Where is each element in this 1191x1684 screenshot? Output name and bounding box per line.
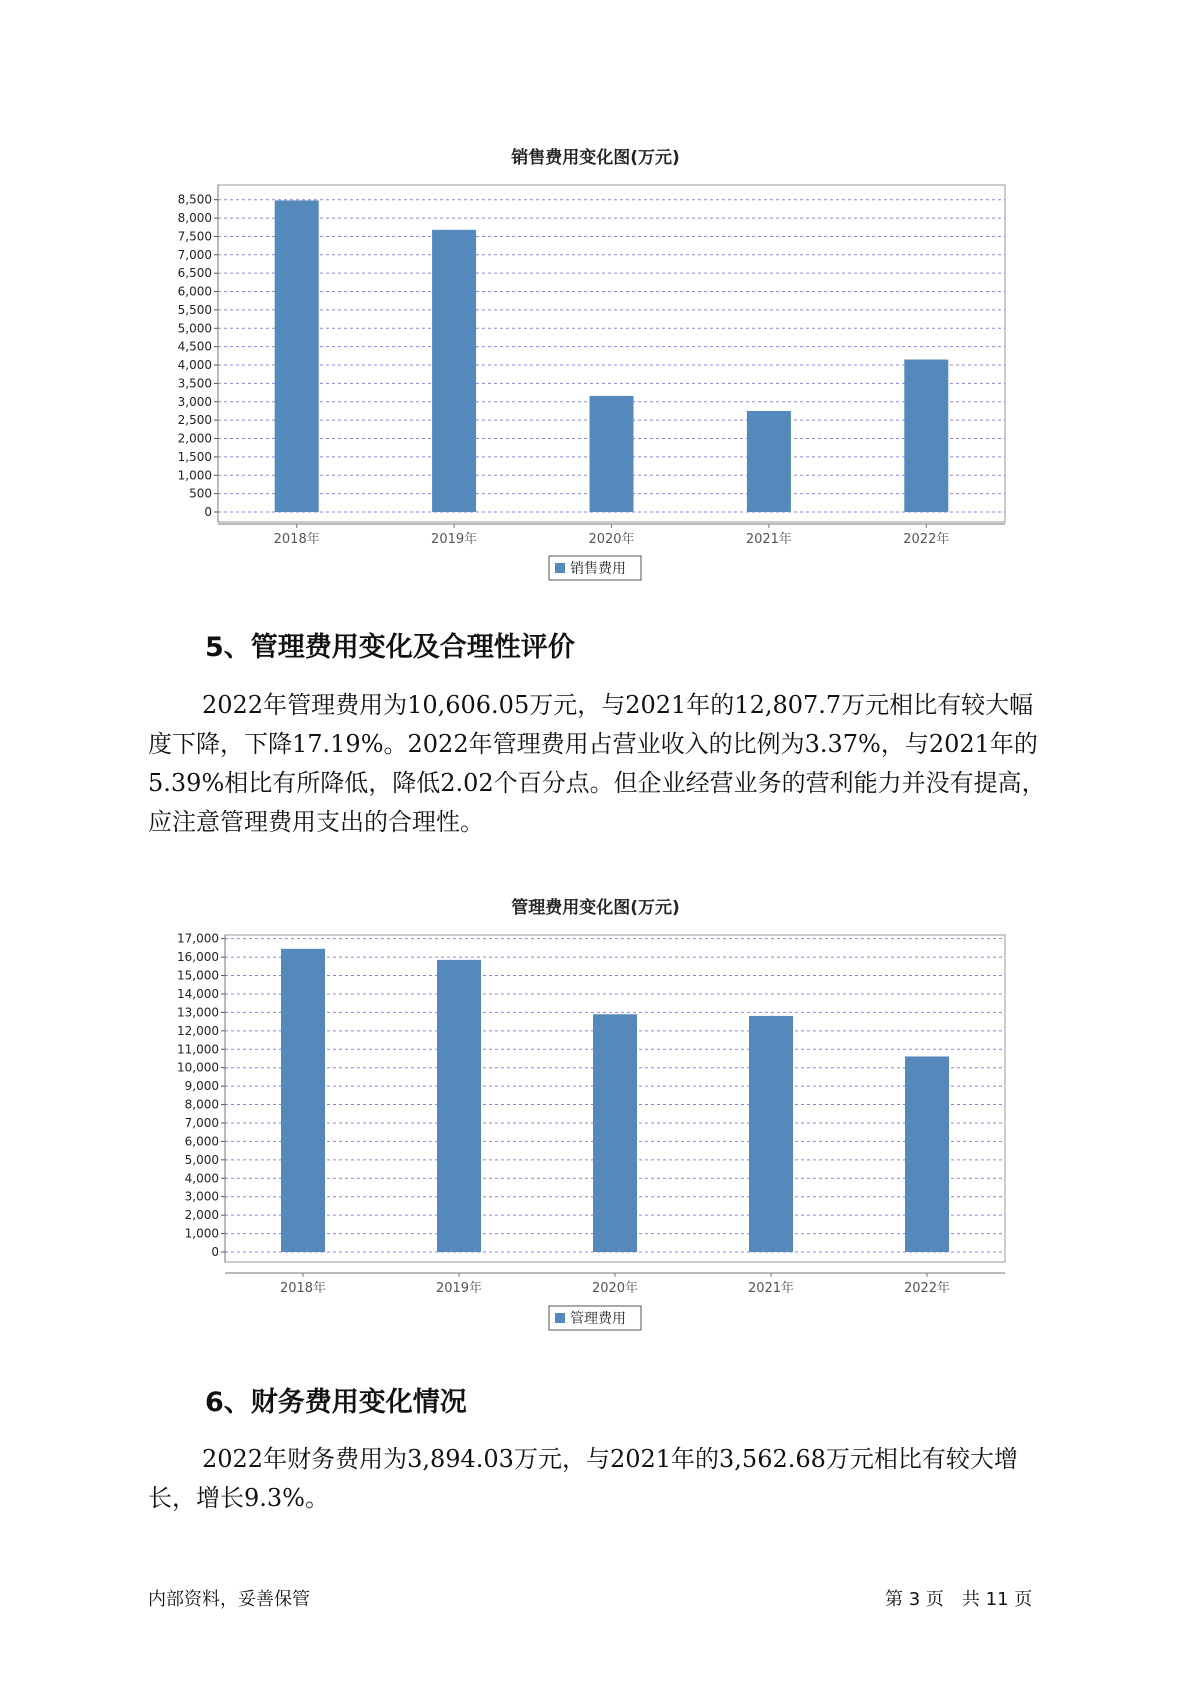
- bar: [749, 1016, 793, 1252]
- y-tick-label: 8,500: [177, 192, 212, 207]
- x-tick-label: 2020年: [591, 1281, 639, 1296]
- y-tick-label: 6,000: [177, 284, 212, 299]
- y-tick-label: 7,000: [184, 1115, 219, 1130]
- y-tick-label: 11,000: [177, 1042, 219, 1057]
- y-tick-label: 2,000: [177, 431, 212, 446]
- x-tick-label: 2022年: [903, 532, 950, 547]
- y-tick-label: 7,000: [177, 247, 212, 262]
- chart-title-admin: 管理费用变化图(万元): [511, 898, 680, 918]
- bar: [905, 1056, 949, 1252]
- y-tick-label: 5,500: [177, 302, 212, 317]
- legend: [549, 1306, 641, 1330]
- x-tick-label: 2021年: [747, 1281, 795, 1296]
- y-tick-label: 3,500: [177, 376, 212, 391]
- x-tick-label: 2019年: [431, 532, 478, 547]
- y-tick-label: 17,000: [177, 931, 219, 946]
- y-tick-label: 15,000: [177, 968, 219, 983]
- legend-label: 销售费用: [570, 561, 626, 577]
- section-6-paragraph: 2022年财务费用为3,894.03万元，与2021年的3,562.68万元相比有较大增长，增长9.3%。: [148, 1445, 1018, 1512]
- y-tick-label: 6,000: [184, 1134, 219, 1149]
- y-tick-label: 8,000: [177, 211, 212, 226]
- y-tick-label: 0: [211, 1245, 219, 1259]
- y-tick-label: 3,000: [177, 394, 212, 409]
- y-tick-label: 1,000: [177, 468, 212, 483]
- x-tick-label: 2021年: [745, 532, 792, 547]
- y-tick-label: 1,000: [184, 1226, 219, 1241]
- y-tick-label: 8,000: [184, 1097, 219, 1112]
- y-tick-label: 12,000: [177, 1023, 219, 1038]
- section-6-heading: 6、财务费用变化情况: [205, 1387, 467, 1418]
- y-tick-label: 4,000: [184, 1171, 219, 1186]
- y-tick-label: 7,500: [177, 229, 212, 244]
- y-tick-label: 2,000: [184, 1208, 219, 1223]
- y-tick-label: 2,500: [177, 413, 212, 428]
- y-tick-label: 5,000: [177, 321, 212, 336]
- y-tick-label: 4,500: [177, 339, 212, 354]
- legend-label: 管理费用: [570, 1311, 626, 1327]
- x-tick-label: 2018年: [279, 1281, 327, 1296]
- bar: [281, 949, 325, 1252]
- footer-page-number: 第 3 页 共 11 页: [885, 1589, 1033, 1610]
- y-tick-label: 6,500: [177, 266, 212, 281]
- y-tick-label: 14,000: [177, 986, 219, 1001]
- y-tick-label: 0: [204, 505, 212, 519]
- y-tick-label: 16,000: [177, 950, 219, 965]
- bar: [437, 960, 481, 1252]
- y-tick-label: 10,000: [177, 1060, 219, 1075]
- y-tick-label: 4,000: [177, 358, 212, 373]
- y-tick-label: 1,500: [177, 449, 212, 464]
- y-tick-label: 13,000: [177, 1005, 219, 1020]
- y-tick-label: 9,000: [184, 1079, 219, 1094]
- y-tick-label: 3,000: [184, 1189, 219, 1204]
- x-tick-label: 2019年: [435, 1281, 483, 1296]
- section-5-paragraph: 2022年管理费用为10,606.05万元，与2021年的12,807.7万元相比有较大幅度下降，下降17.19%。2022年管理费用占营业收入的比例为3.37%，与2021年的5.39%相比有所降低，降低2.02个百分点。但企业经营业务的营利能力并没有提高，应注意管理费用支出的合理性。: [148, 691, 1046, 836]
- footer-confidential-note: 内部资料，妥善保管: [148, 1589, 310, 1610]
- bar: [593, 1014, 637, 1252]
- section-5-heading: 5、管理费用变化及合理性评价: [205, 632, 575, 663]
- legend-swatch: [555, 1313, 565, 1323]
- x-tick-label: 2020年: [588, 532, 635, 547]
- x-tick-label: 2022年: [903, 1281, 951, 1296]
- chart-title-sales: 销售费用变化图(万元): [511, 148, 680, 168]
- y-tick-label: 500: [189, 486, 212, 501]
- x-tick-label: 2018年: [273, 532, 320, 547]
- y-tick-label: 5,000: [184, 1152, 219, 1167]
